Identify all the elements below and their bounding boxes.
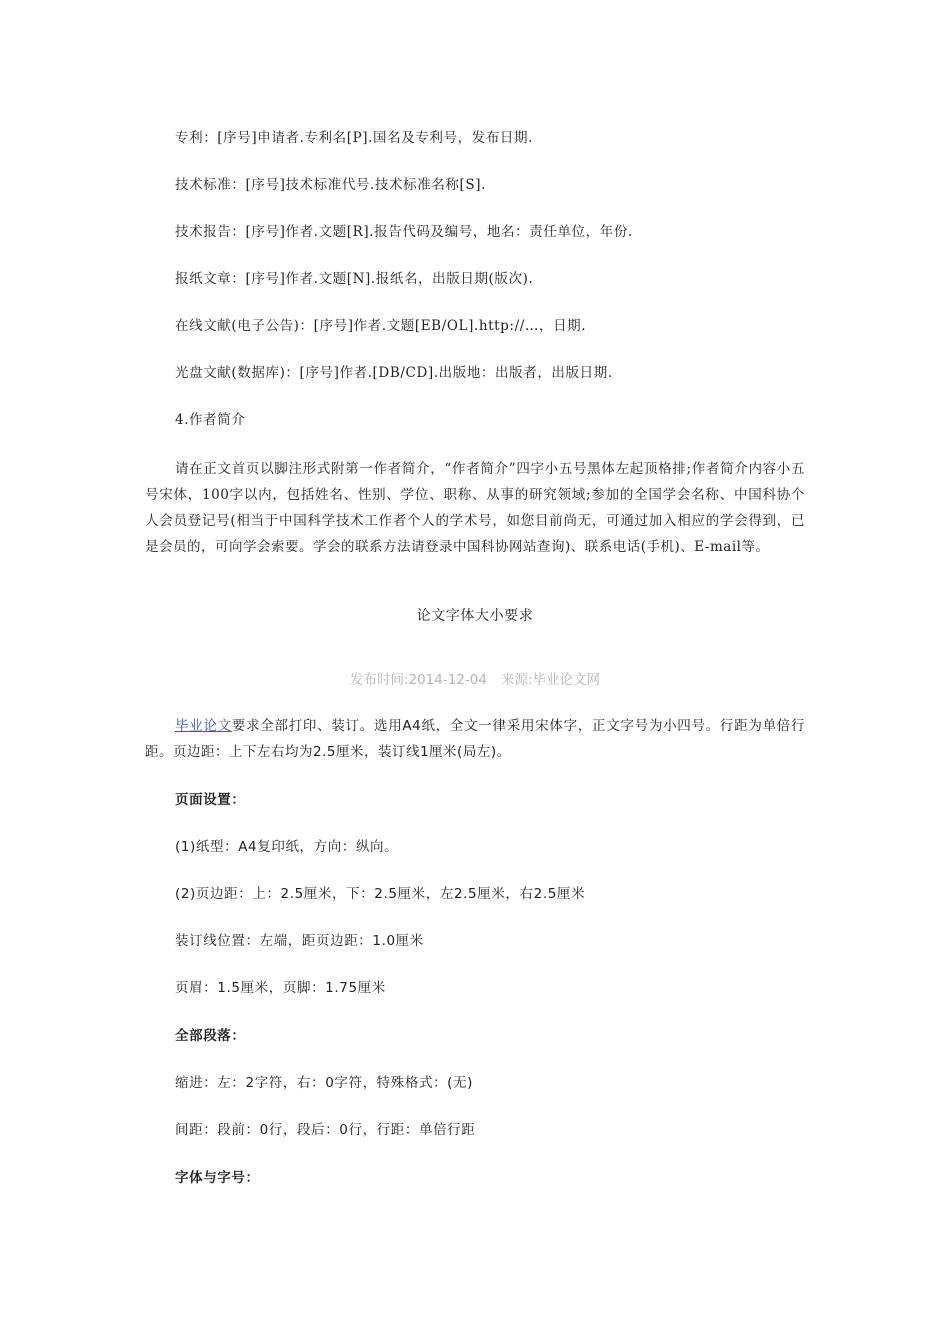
- thesis-link[interactable]: 毕业论文: [175, 718, 232, 734]
- article-meta: [0, 668, 950, 688]
- paragraph-heading: 全部段落：: [175, 1028, 246, 1044]
- author-section-heading: 4.作者简介: [175, 412, 246, 428]
- paragraph-spacing: 间距：段前：0行，段后：0行，行距：单倍行距: [175, 1122, 476, 1138]
- article-source: 来源:毕业论文网: [500, 672, 601, 688]
- page-setup-header-footer: 页眉：1.5厘米，页脚：1.75厘米: [175, 980, 386, 996]
- article-intro: [145, 713, 805, 765]
- page-setup-gutter: 装订线位置：左端，距页边距：1.0厘米: [175, 933, 424, 949]
- article-intro-text: 要求全部打印、装订。选用A4纸，全文一律采用宋体字，正文字号为小四号。行距为单倍行距。页边距：上下左右均为2.5厘米，装订线1厘米(局左)。: [145, 718, 806, 760]
- author-section-body: 请在正文首页以脚注形式附第一作者简介，“作者简介”四字小五号黑体左起顶格排;作者简介内容小五号宋体，100字以内，包括姓名、性别、学位、职称、从事的研究领域;参加的全国学会名称、中国科协个人会员登记号(相当于中国科学技术工作者个人的学术号，如您目前尚无，可通过加入相应的学会得到，已是会员的，可向学会索要。学会的联系方法请登录中国科协网站查询)、联系电话(手机)、E-mail等。: [145, 461, 805, 555]
- reference-standard: 技术标准：[序号]技术标准代号.技术标准名称[S].: [175, 177, 486, 193]
- page-setup-heading: 页面设置：: [175, 792, 246, 808]
- reference-report: 技术报告：[序号]作者.文题[R].报告代码及编号，地名：责任单位，年份.: [175, 224, 633, 240]
- font-heading: 字体与字号：: [175, 1170, 260, 1186]
- reference-online: 在线文献(电子公告)：[序号]作者.文题[EB/OL].http://…，日期.: [175, 318, 587, 334]
- reference-patent: 专利：[序号]申请者.专利名[P].国名及专利号，发布日期.: [175, 130, 534, 146]
- reference-newspaper: 报纸文章：[序号]作者.文题[N].报纸名，出版日期(版次).: [175, 271, 534, 287]
- publish-time: 发布时间:2014-12-04: [349, 672, 487, 688]
- article-title: 论文字体大小要求: [416, 608, 534, 624]
- paragraph-indent: 缩进：左：2字符，右：0字符，特殊格式：(无): [175, 1075, 474, 1091]
- page-setup-margins: (2)页边距：上：2.5厘米，下：2.5厘米，左2.5厘米，右2.5厘米: [175, 886, 586, 902]
- reference-cd: 光盘文献(数据库)：[序号]作者.[DB/CD].出版地：出版者，出版日期.: [175, 365, 613, 381]
- page-setup-paper: (1)纸型：A4复印纸，方向：纵向。: [175, 839, 399, 855]
